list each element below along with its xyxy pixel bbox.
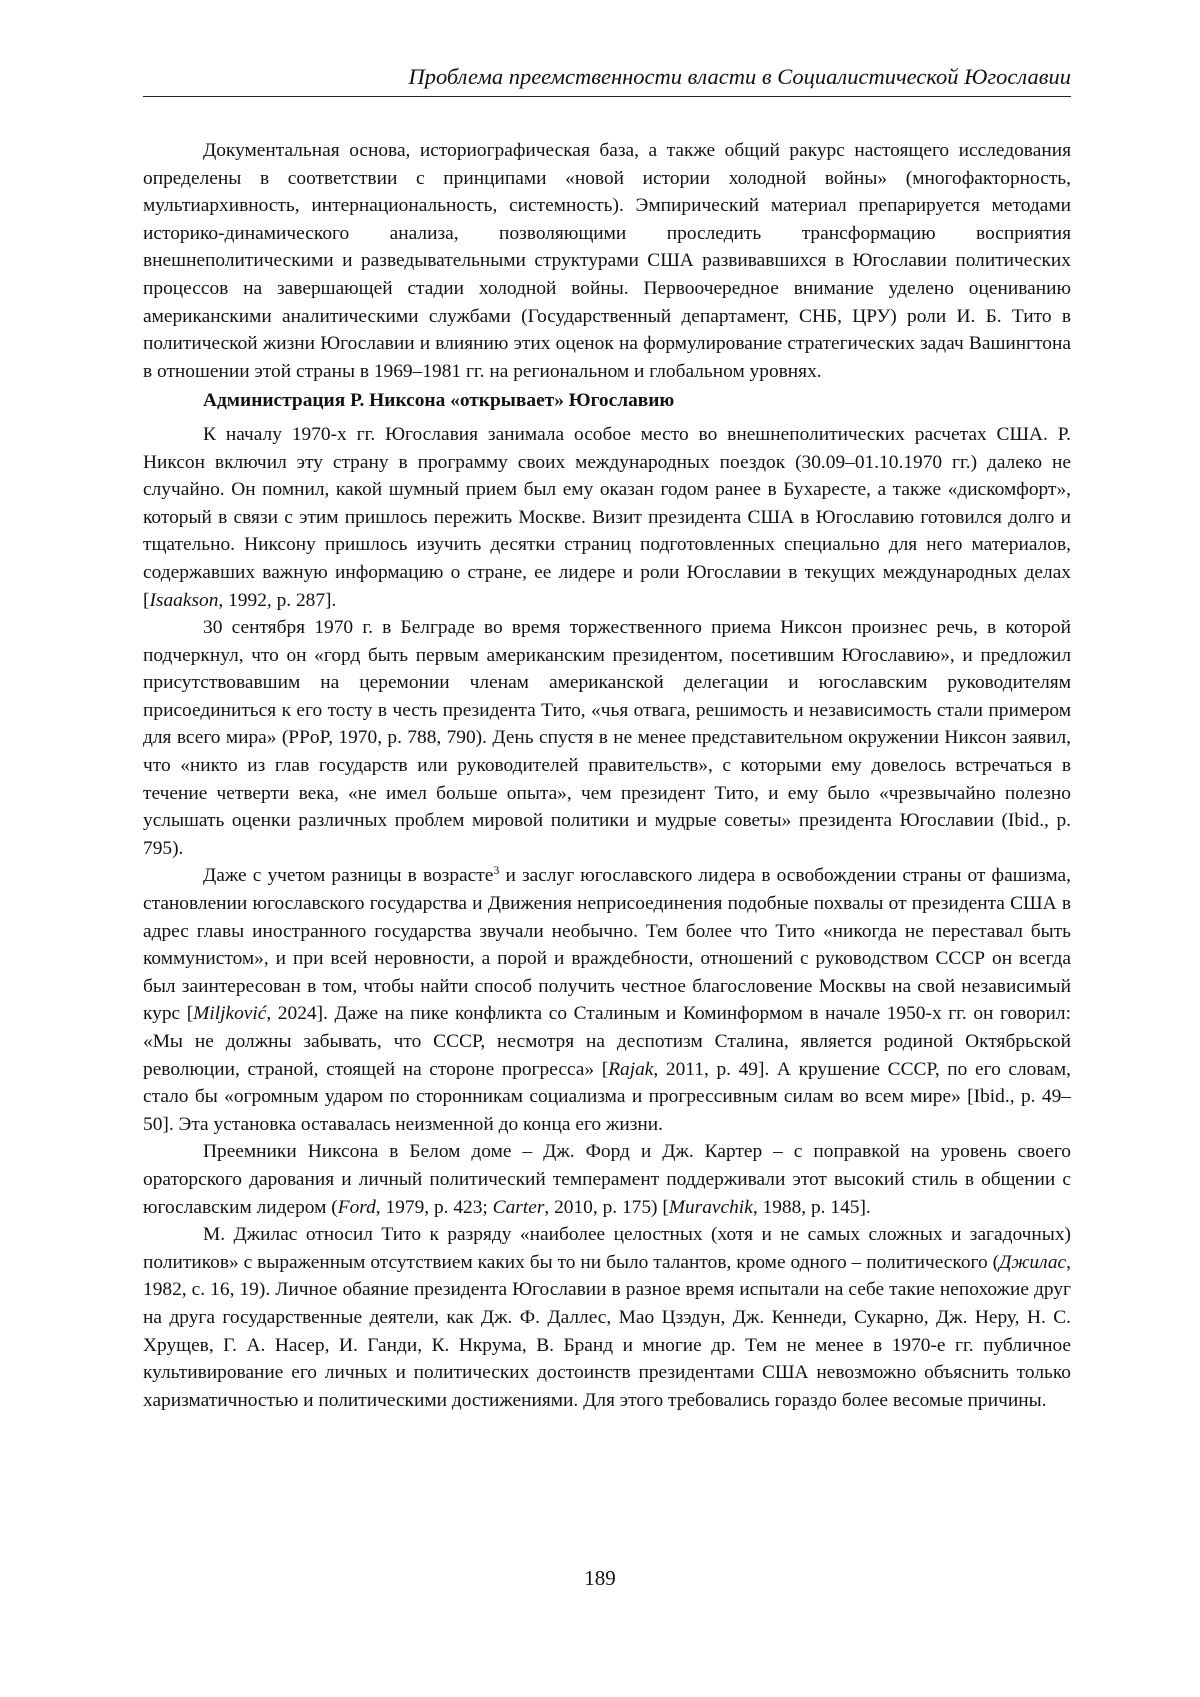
paragraph-successors [143,1138,1071,1221]
citation-author: Rajak [608,1059,653,1080]
page-number: 189 [0,1565,1200,1591]
running-header: Проблема преемственности власти в Социалистической Югославии [143,62,1071,97]
text-run: , 2011, p. 49]. А крушение СССР, по его словам, стало бы «огромным ударом по сторонникам социализма и прогрессивным силам во всем мире» [Ibid., p. 49–50]. Эта установка оставалась неизменной до конца его жизни. [143,1059,1071,1135]
text-run: , 1992, p. 287]. [218,590,336,611]
text-run: и заслуг югославского лидера в освобождении страны от фашизма, становлении югославского государства и Движения неприсоединения подобные по­хвалы от президента США в адрес главы иностранного государства звучали необычно. Тем более что Тито «никогда не переставал быть коммунистом», и при всей неровности, а порой и враждеб­ности, отношений с руководством СССР он всегда был заинтересован в том, чтобы найти способ получить честное благословение Москвы на свой независимый курс [ [143,865,1071,1024]
citation-author: Mu­ravchik [669,1197,753,1218]
text-run: , 2024]. Даже на пике конфликта со Сталиным и Коминформом в начале 1950-х гг. он говорил: «Мы не должны забывать, что СССР, несмотря на деспотизм Сталина, является родиной Октябрьской революции, страной, стоящей на стороне прогресса» [ [143,1003,1071,1079]
text-run: , 1979, p. 423; [376,1197,493,1218]
paragraph-djilas [143,1221,1071,1414]
text-run: Даже с учетом разницы в возрасте [203,865,493,886]
text-run: М. Джилас относил Тито к разряду «наиболее целостных (хотя и не самых сложных и зага­дочных) политиков» с выраженным отсутствием каких бы то ни было талантов, кроме одного – политического ( [143,1224,1071,1273]
citation-author: Джилас [999,1252,1066,1273]
text-run: Преемники Никсона в Белом доме – Дж. Форд и Дж. Картер – с поправкой на уровень своего ораторского дарования и личный политический темперамент поддерживали этот высо­кий стиль в общении с югославским лидером ( [143,1141,1071,1217]
citation-author: Isaakson [149,590,218,611]
text-run: , 1982, с. 16, 19). Личное обаяние президента Югославии в разное время испытали на себе такие непохожие друг на друга государственные деятели, как Дж. Ф. Даллес, Мао Цзэдун, Дж. Кеннеди, Сукарно, Дж. Неру, Н. С. Хрущев, Г. А. Насер, И. Ганди, К. Нкрума, В. Бранд и многие др. Тем не менее в 1970-е гг. публичное культивирование его личных и поли­тических достоинств президентами США невозможно объяснить только харизматичностью и по­литическими достижениями. Для этого требовались гораздо более весомые причины. [143,1252,1071,1411]
paragraph-methodology: Документальная основа, историографическая база, а также общий ракурс настоящего ис­следования определены в соответствии с принципами «новой истории холодной войны» (мно­гофакторность, мультиархивность, интернациональность, системность). Эмпирический матери­ал препарируется методами историко-динамического анализа, позволяющими проследить трансформацию восприятия внешнеполитическими и разведывательными структурами США развивавшихся в Югославии политических процессов на завершающей стадии холодной вой­ны. Первоочередное внимание уделено оцениванию американскими аналитическими службами (Государственный департамент, СНБ, ЦРУ) роли И. Б. Тито в политической жизни Югославии и влиянию этих оценок на формулирование стратегических задач Вашингтона в отношении этой страны в 1969–1981 гг. на региональном и глобальном уровнях. [143,137,1071,385]
article-body [143,137,1071,1414]
footnote-marker[interactable]: 3 [493,863,499,877]
text-run: , 2010, p. 175) [ [544,1197,668,1218]
citation-author: Ford [338,1197,376,1218]
section-heading: Администрация Р. Никсона «открывает» Югославию [143,387,1071,415]
text-run: , 1988, p. 145]. [753,1197,871,1218]
paragraph-nixon-visit [143,421,1071,614]
paragraph-praise [143,862,1071,1138]
paragraph-belgrade-speech: 30 сентября 1970 г. в Белграде во время торжественного приема Никсон произнес речь, в которой подчеркнул, что он «горд быть первым американским президентом, посетившим Юго­славию», и предложил присутствовавшим на церемонии членам американской делегации и юго­славским руководителям присоединиться к его тосту в честь президента Тито, «чья отвага, ре­шимость и независимость стали примером для всего мира» (PPoP, 1970, p. 788, 790). День спустя в не менее представительном окружении Никсон заявил, что «никто из глав государств или руко­водителей правительств», с которыми ему довелось встречаться в течение четверти века, «не имел больше опыта», чем президент Тито, и ему было «чрезвычайно полезно услышать оценки различных проблем мировой политики и мудрые советы» президента Югославии (Ibid., p. 795). [143,614,1071,862]
citation-author: Miljković [193,1003,266,1024]
citation-author: Carter [493,1197,545,1218]
page [143,62,1071,1414]
text-run: К началу 1970-х гг. Югославия занимала особое место во внешнеполитических расчетах США. Р. Никсон включил эту страну в программу своих международных поездок (30.09–01.10.1970 гг.) далеко не случайно. Он помнил, какой шумный прием был ему оказан годом ранее в Бухаресте, а также «дискомфорт», который в связи с этим пришлось пережить Москве. Визит президента США в Югославию готовился долго и тщательно. Никсону пришлось изучить десят­ки страниц подготовленных специально для него материалов, содержавших важную информацию о стране, ее лидере и роли Югославии в текущих международных делах [ [143,424,1071,611]
